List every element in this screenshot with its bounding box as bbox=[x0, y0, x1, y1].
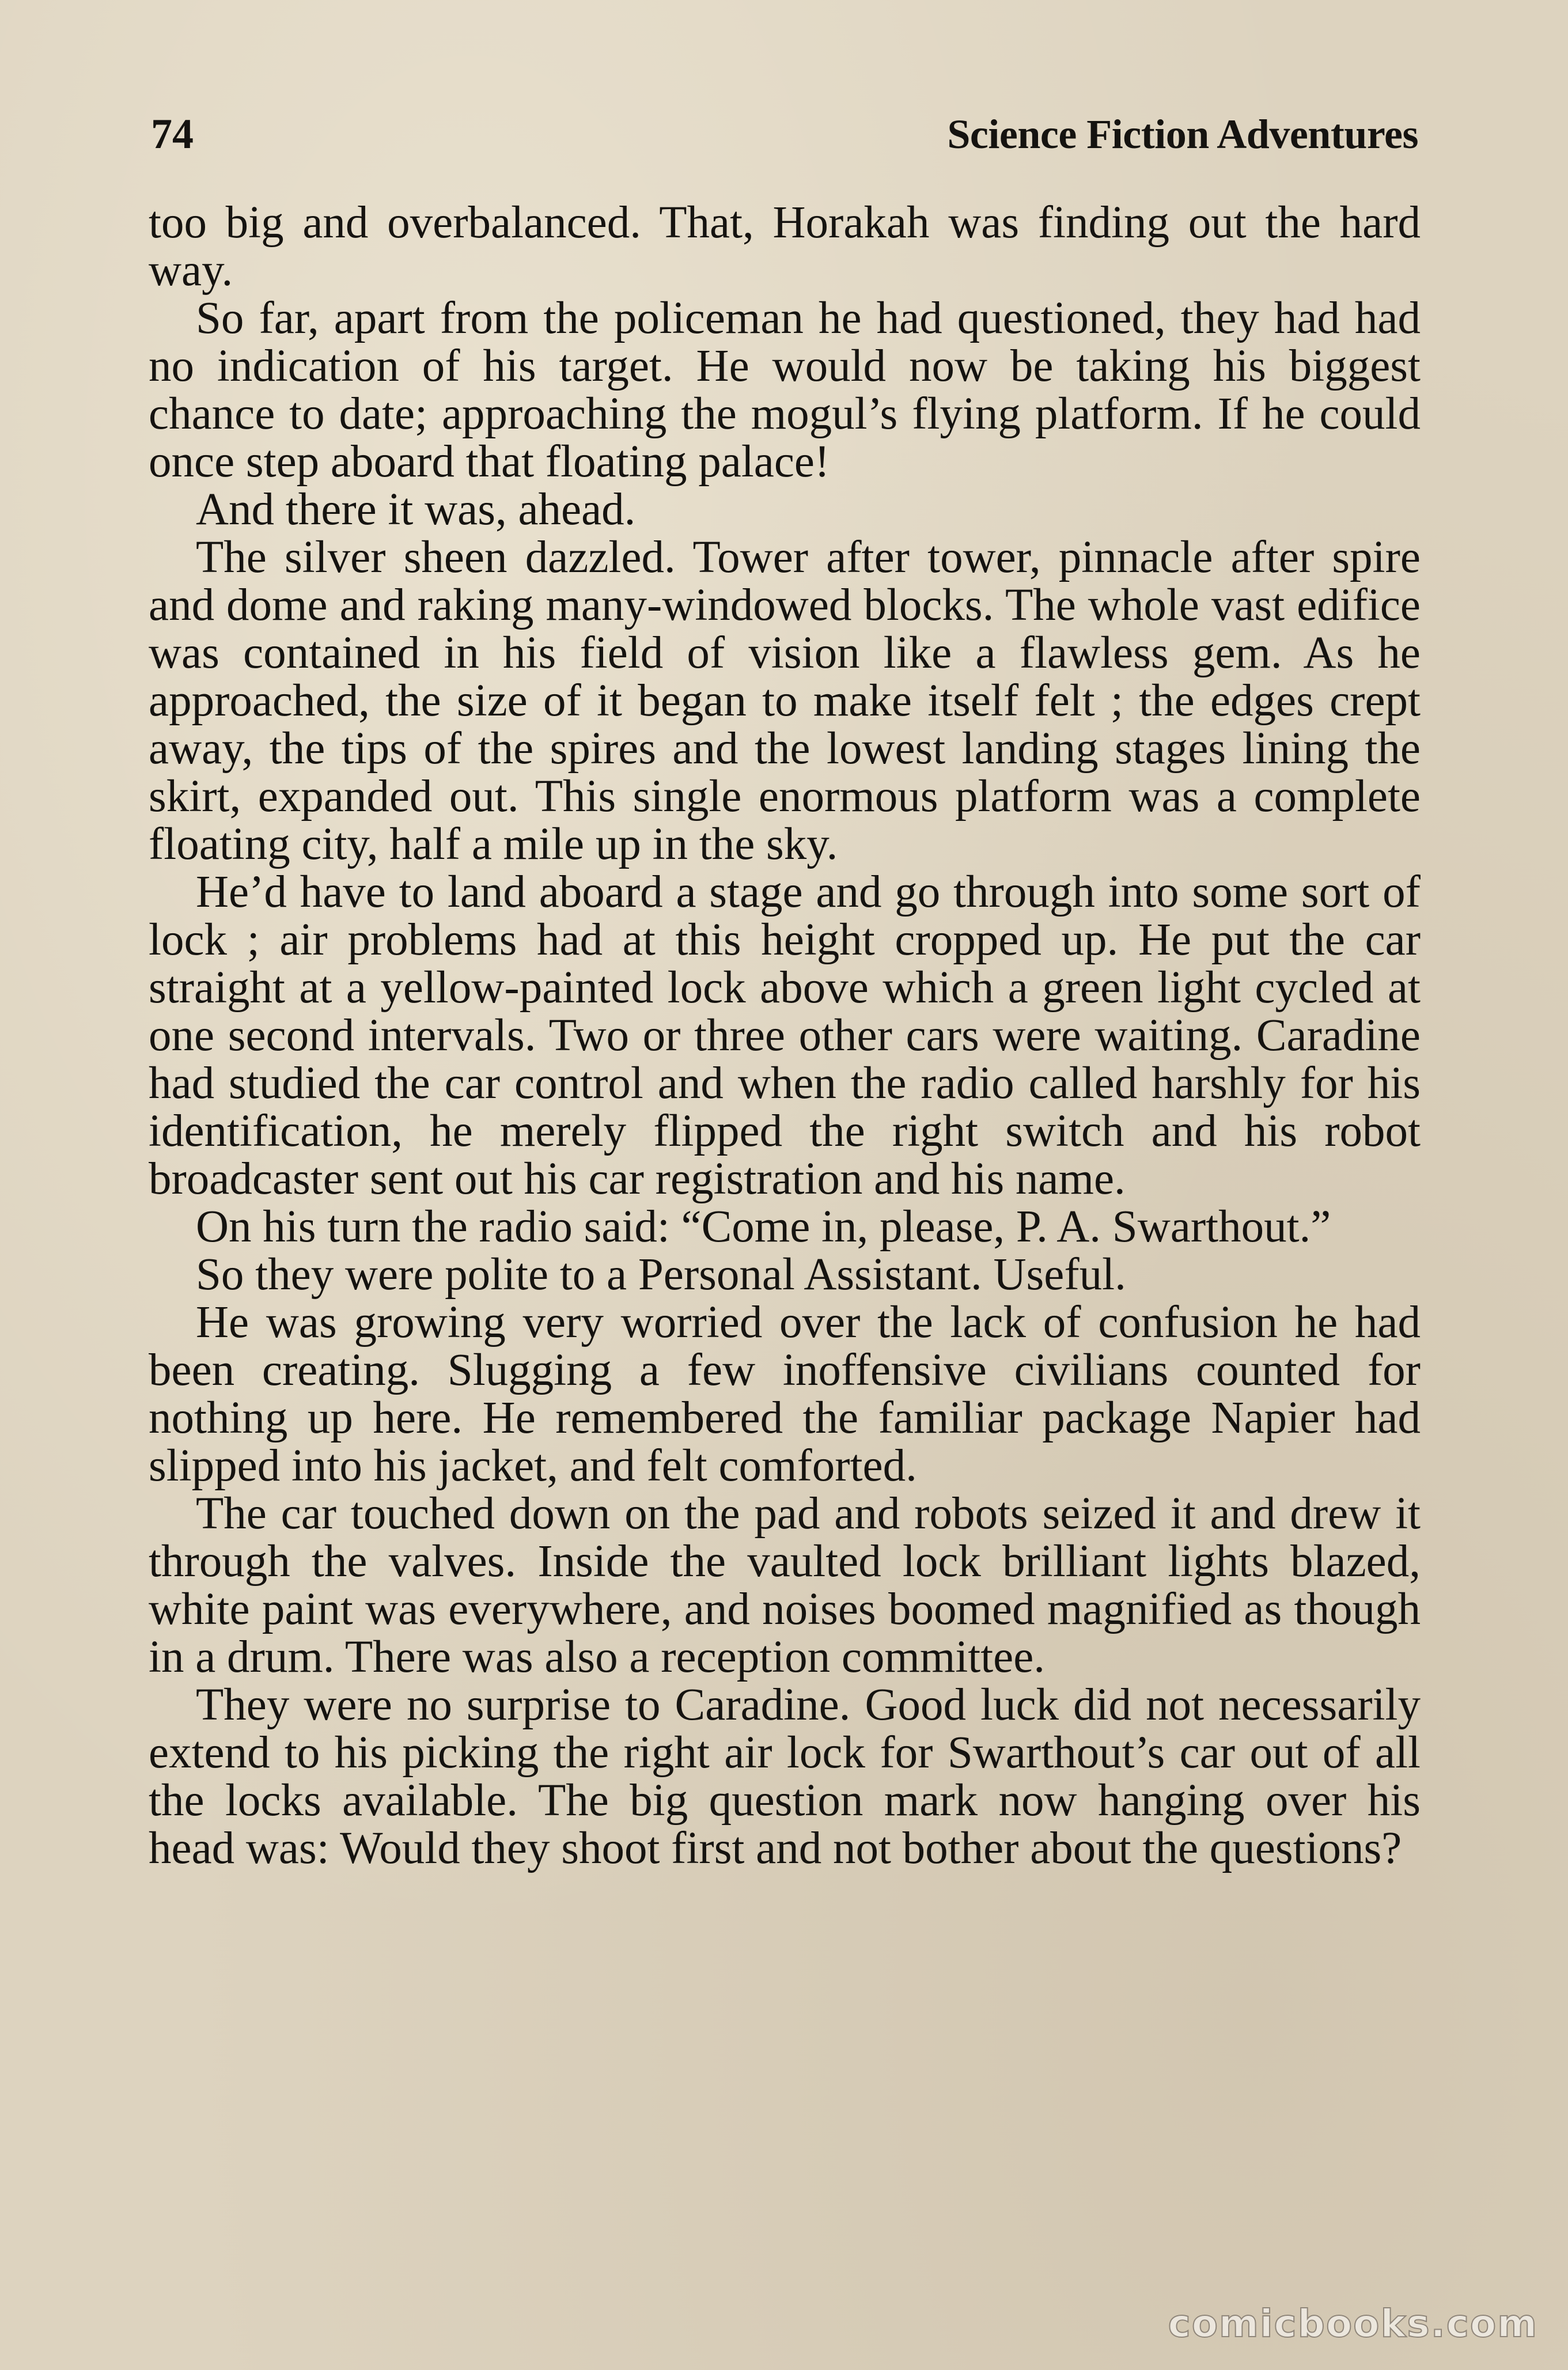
paragraph-continued: too big and overbalanced. That, Horakah was finding out the hard way. bbox=[149, 198, 1421, 296]
paragraph: So they were polite to a Personal Assistant. Useful. bbox=[196, 1250, 1126, 1300]
paragraph: He was growing very worried over the lack of confusion he had been creating. Slugging a few inoffensive civilians counted for nothing up here. He remembered the familiar package Napier had slipped into his jacket, and felt comforted. bbox=[149, 1297, 1421, 1491]
paragraph: So far, apart from the policeman he had questioned, they had had no indication of his target. He would now be taking his biggest chance to date; approaching the mogul’s flying platform. If he could once step aboard that floating palace! bbox=[149, 293, 1421, 487]
paragraph: And there it was, ahead. bbox=[196, 484, 636, 535]
paragraph: On his turn the radio said: “Come in, please, P. A. Swarthout.” bbox=[196, 1202, 1331, 1252]
body-text bbox=[149, 199, 1421, 1872]
paragraph: They were no surprise to Caradine. Good luck did not necessarily extend to his picking the right air lock for Swarthout’s car out of all the locks available. The big question mark now hanging over his head was: Would they shoot first and not bother about the questions? bbox=[149, 1680, 1421, 1873]
paragraph: The silver sheen dazzled. Tower after tower, pinnacle after spire and dome and raking many-windowed blocks. The whole vast edifice was contained in his field of vision like a flawless gem. As he approached, the size of it began to make itself felt ; the edges crept away, the tips of the spires and the lowest landing stages lining the skirt, expanded out. This single enormous platform was a complete floating city, half a mile up in the sky. bbox=[149, 532, 1421, 869]
journal-title: Science Fiction Adventures bbox=[947, 111, 1418, 157]
page-number: 74 bbox=[151, 111, 194, 158]
running-head bbox=[151, 103, 1418, 166]
watermark: comicbooks.com bbox=[1168, 2301, 1538, 2346]
paragraph: The car touched down on the pad and robots seized it and drew it through the valves. Inside the vaulted lock brilliant lights blazed, white paint was everywhere, and noises boomed magnified as though in a drum. There was also a reception committee. bbox=[149, 1489, 1421, 1682]
paragraph: He’d have to land aboard a stage and go through into some sort of lock ; air problems had at this height cropped up. He put the car straight at a yellow-painted lock above which a green light cycled at one second intervals. Two or three other cars were waiting. Caradine had studied the car control and when the radio called harshly for his identification, he merely flipped the right switch and his robot broadcaster sent out his car registration and his name. bbox=[149, 867, 1421, 1204]
